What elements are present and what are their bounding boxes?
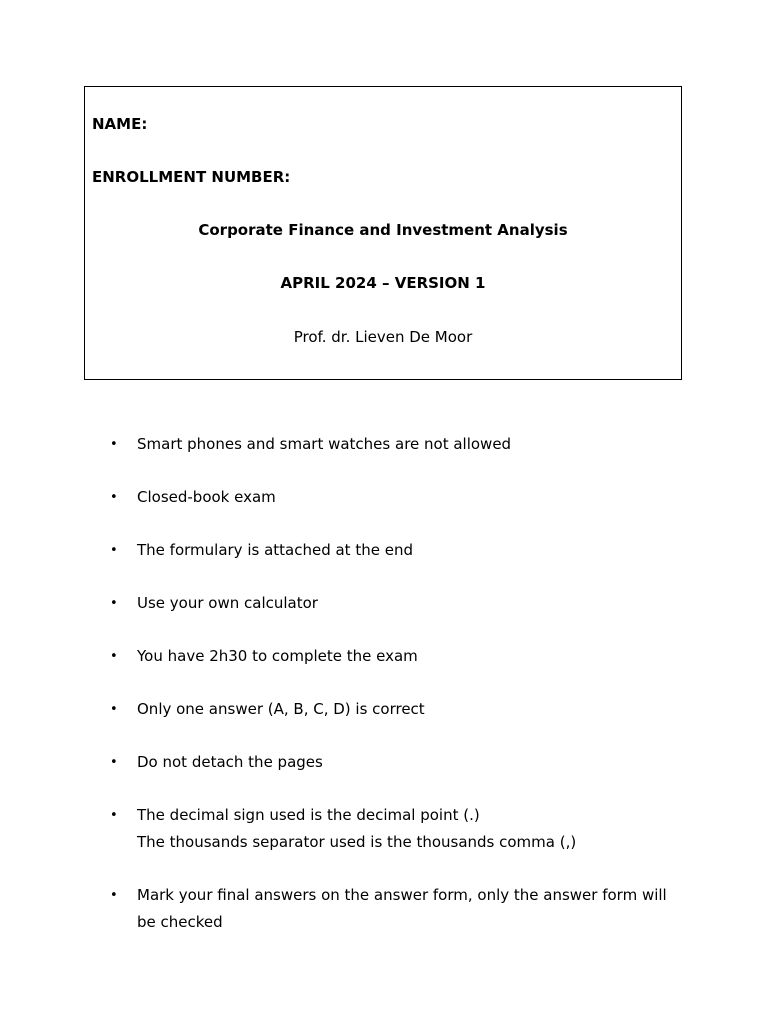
bullet-icon: • bbox=[110, 888, 118, 903]
bullet-icon: • bbox=[110, 543, 118, 558]
rule-text: Smart phones and smart watches are not allowed bbox=[137, 435, 512, 453]
rule-text: Use your own calculator bbox=[137, 594, 318, 612]
exam-session: APRIL 2024 – VERSION 1 bbox=[280, 274, 486, 292]
rule-text: The formulary is attached at the end bbox=[137, 541, 413, 559]
bullet-icon: • bbox=[110, 596, 118, 611]
rule-text: Mark your final answers on the answer form, only the answer form will bbox=[137, 886, 667, 904]
rule-text: You have 2h30 to complete the exam bbox=[137, 647, 418, 665]
professor-name: Prof. dr. Lieven De Moor bbox=[293, 328, 473, 346]
bullet-icon: • bbox=[110, 490, 118, 505]
bullet-icon: • bbox=[110, 808, 118, 823]
exam-header-box bbox=[84, 86, 682, 380]
rule-text-continued: The thousands separator used is the thousands comma (,) bbox=[137, 833, 577, 851]
course-title: Corporate Finance and Investment Analysis bbox=[198, 221, 568, 239]
rule-text: Only one answer (A, B, C, D) is correct bbox=[137, 700, 425, 718]
bullet-icon: • bbox=[110, 437, 118, 452]
rule-text: Do not detach the pages bbox=[137, 753, 323, 771]
rule-text: The decimal sign used is the decimal point (.) bbox=[137, 806, 480, 824]
rule-text: Closed-book exam bbox=[137, 488, 276, 506]
bullet-icon: • bbox=[110, 649, 118, 664]
bullet-icon: • bbox=[110, 755, 118, 770]
rule-text-continued: be checked bbox=[137, 913, 223, 931]
bullet-icon: • bbox=[110, 702, 118, 717]
name-label: NAME: bbox=[92, 115, 148, 133]
enrollment-number-label: ENROLLMENT NUMBER: bbox=[92, 168, 291, 186]
